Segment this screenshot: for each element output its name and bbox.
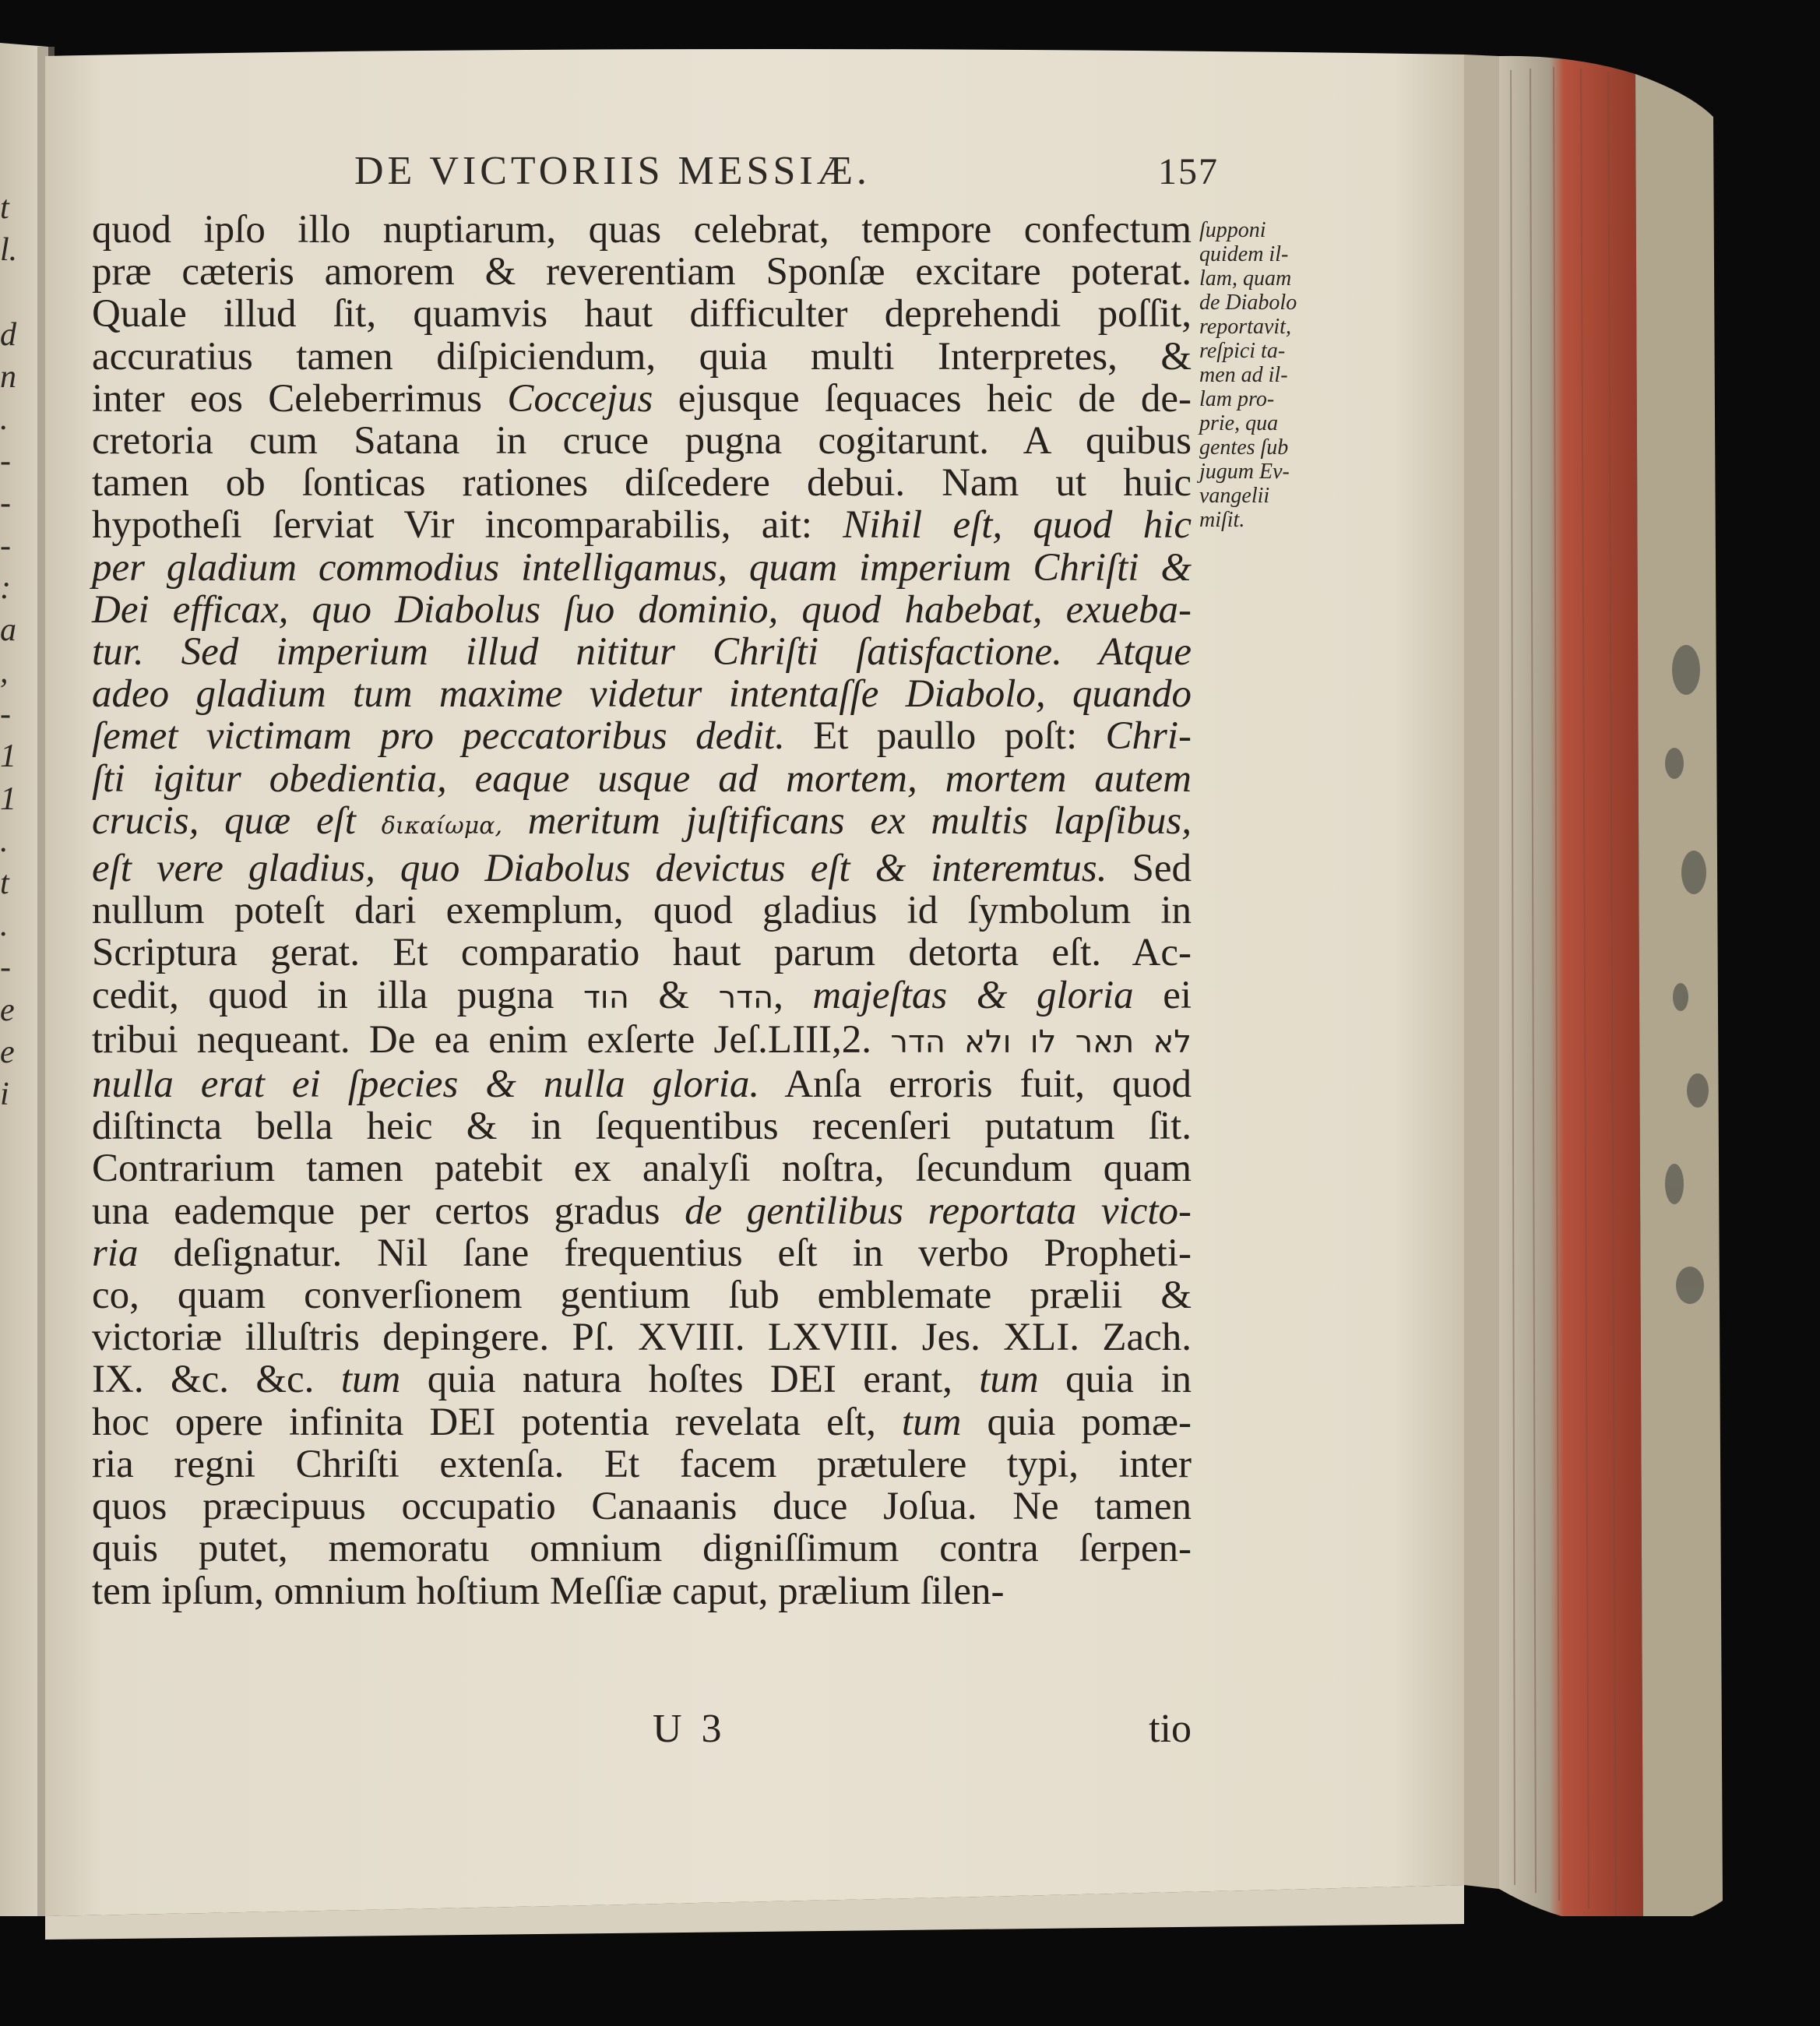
text-segment: nullum poteſt dari exemplum, quod gladius id ſymbolum in: [92, 889, 1192, 933]
marginal-note-line: men ad il-: [1199, 363, 1288, 387]
text-segment: quod ipſo illo nuptiarum, quas celebrat, tempore confectum: [92, 208, 1192, 252]
text-segment: ria regni Chriſti extenſa. Et facem prætulere typi, inter: [92, 1442, 1192, 1486]
left-page-fragment: a: [0, 611, 16, 648]
text-line: [92, 336, 1192, 378]
text-line: [92, 1316, 1192, 1358]
marginal-note-line: reſpici ta-: [1199, 339, 1286, 363]
text-segment: Anſa erroris fuit, quod: [759, 1062, 1192, 1107]
text-segment: adeo gladium tum maxime videtur intentaſſe Diabolo, quando: [92, 672, 1192, 717]
text-line: [92, 589, 1192, 631]
left-page-fragment: l.: [0, 232, 18, 269]
text-segment: Sed: [1107, 847, 1192, 891]
text-line: [92, 974, 1192, 1019]
marginal-note-line: jugum Ev-: [1199, 460, 1290, 484]
text-line: [92, 800, 1192, 847]
text-segment: eſt vere gladius, quo Diabolus devictus eſt & interemtus.: [92, 847, 1107, 891]
left-page-fragment: t: [0, 865, 9, 901]
text-segment: Scriptura gerat. Et comparatio haut parum detorta eſt. Ac-: [92, 931, 1192, 975]
text-line: [92, 251, 1192, 293]
marginal-note-line: quidem il-: [1199, 242, 1289, 266]
text-line: [92, 1190, 1192, 1232]
text-line: [92, 1485, 1192, 1527]
text-segment: quis putet, memoratu omnium digniſſimum contra ſerpen-: [92, 1527, 1192, 1571]
body-text: [92, 209, 1192, 1612]
left-page-fragment: -: [0, 485, 11, 522]
text-segment: tur. Sed imperium illud nititur Chriſti ſatisfactione. Atque: [92, 630, 1192, 675]
text-block-edge: [1499, 56, 1643, 1926]
left-page-fragment: :: [0, 569, 11, 606]
text-segment: ejusque ſequaces heic de de-: [653, 376, 1192, 421]
text-segment: Contrarium tamen patebit ex analyſi noſtra, ſecundum quam: [92, 1147, 1192, 1191]
text-segment: de gentilibus reportata victo-: [685, 1189, 1192, 1233]
text-segment: Et paullo poſt:: [784, 714, 1106, 759]
signature-mark: U 3: [653, 1707, 727, 1751]
text-segment: tem ipſum, omnium hoſtium Meſſiæ caput, prælium ſilen-: [92, 1569, 1005, 1613]
text-segment: tum: [979, 1358, 1039, 1402]
text-line: [92, 420, 1192, 462]
text-segment: majeſtas & gloria: [812, 973, 1134, 1017]
text-line: [92, 462, 1192, 504]
text-segment: co, quam converſionem gentium ſub emblemate prælii &: [92, 1274, 1192, 1318]
marginal-note-line: prie, qua: [1199, 411, 1279, 435]
greek-text: δικαίωμα,: [381, 812, 503, 840]
text-segment: tum: [901, 1400, 962, 1444]
left-page-fragment: -: [0, 527, 11, 564]
left-page-fragment: [0, 271, 23, 313]
hebrew-text: לא תאר לו ולא הדר: [890, 1024, 1192, 1060]
text-segment: tum: [340, 1358, 401, 1402]
marginal-note-line: miſit.: [1199, 508, 1245, 532]
text-segment: hypotheſi ſerviat Vir incomparabilis, ait:: [92, 503, 843, 548]
text-segment: Nihil eſt, quod hic: [843, 503, 1192, 548]
marginal-note-line: de Diabolo: [1199, 291, 1297, 315]
text-segment: quos præcipuus occupatio Canaanis duce Joſua. Ne tamen: [92, 1485, 1192, 1529]
text-line: [92, 1401, 1192, 1443]
marginal-note-line: lam pro-: [1199, 387, 1275, 411]
text-segment: una eademque per certos gradus: [92, 1189, 685, 1233]
text-line: [92, 1358, 1192, 1401]
text-segment: ,: [773, 973, 813, 1017]
text-line: [92, 209, 1192, 251]
text-line: [92, 847, 1192, 890]
left-page-fragment: e: [0, 992, 15, 1028]
text-line: [92, 715, 1192, 757]
text-segment: Quale illud ſit, quamvis haut difficulter deprehendi poſſit,: [92, 292, 1192, 336]
left-page-fragment: i: [0, 1076, 9, 1112]
text-line: [92, 1527, 1192, 1570]
left-page-fragments: [0, 187, 23, 1115]
left-page-fragment: e: [0, 1034, 15, 1070]
left-page-fragment: 1: [0, 780, 16, 817]
text-line: [92, 504, 1192, 546]
marginal-note-line: vangelii: [1199, 484, 1270, 508]
text-segment: Coccejus: [507, 376, 653, 421]
text-segment: quia in: [1038, 1358, 1192, 1402]
text-line: [92, 378, 1192, 420]
left-page-fragment: d: [0, 316, 16, 353]
text-segment: Dei efficax, quo Diabolus ſuo dominio, quod habebat, exueba-: [92, 587, 1192, 632]
text-line: [92, 1232, 1192, 1274]
hebrew-text: הוד: [583, 979, 629, 1016]
left-page-fragment: -: [0, 443, 11, 480]
text-line: [92, 1274, 1192, 1316]
marginal-note-line: reportavit,: [1199, 315, 1291, 339]
left-page-fragment: .: [0, 823, 9, 859]
marginal-note-line: lam, quam: [1199, 266, 1292, 291]
text-segment: meritum juſtificans ex multis lapſibus,: [502, 798, 1192, 843]
text-line: [92, 890, 1192, 932]
text-segment: ria: [92, 1231, 139, 1275]
text-line: [92, 758, 1192, 800]
text-line: [92, 1570, 1192, 1612]
text-line: [92, 673, 1192, 715]
page-number: 157: [1158, 151, 1219, 192]
running-head-title: DE VICTORIIS MESSIÆ.: [354, 149, 871, 193]
text-segment: cedit, quod in illa pugna: [92, 973, 583, 1017]
text-segment: tribui nequeant. De ea enim exſerte Jeſ.LIII,2.: [92, 1017, 891, 1062]
text-line: [92, 293, 1192, 335]
text-segment: diſtincta bella heic & in ſequentibus recenſeri putatum ſit.: [92, 1105, 1192, 1149]
text-segment: hoc opere infinita DEI potentia revelata eſt,: [92, 1400, 902, 1444]
text-segment: per gladium commodius intelligamus, quam imperium Chriſti &: [92, 545, 1192, 590]
page-stack-edge: [1464, 55, 1499, 1889]
text-line: [92, 1147, 1192, 1189]
hebrew-text: הדר: [718, 979, 774, 1016]
text-segment: ei: [1133, 973, 1192, 1017]
text-segment: nulla erat ei ſpecies & nulla gloria.: [92, 1062, 760, 1107]
left-page-fragment: -: [0, 950, 11, 986]
text-line: [92, 631, 1192, 673]
text-segment: inter eos Celeberrimus: [92, 376, 508, 421]
text-segment: ſti igitur obedientia, eaque usque ad mortem, mortem autem: [92, 756, 1192, 801]
left-page-fragment: 1: [0, 738, 16, 775]
text-segment: tamen ob ſonticas rationes diſcedere debui. Nam ut huic: [92, 461, 1192, 506]
left-page-fragment: -: [0, 696, 11, 733]
text-segment: accuratius tamen diſpiciendum, quia multi Interpretes, &: [92, 334, 1192, 379]
text-line: [92, 1063, 1192, 1105]
text-line: [92, 1019, 1192, 1063]
text-line: [92, 932, 1192, 974]
text-segment: præ cæteris amorem & reverentiam Sponſæ excitare poterat.: [92, 250, 1192, 294]
text-segment: cretoria cum Satana in cruce pugna cogitarunt. A quibus: [92, 419, 1192, 463]
running-head: [354, 148, 1219, 194]
left-page-fragment: t: [0, 190, 9, 226]
text-segment: deſignatur. Nil ſane frequentius eſt in verbo Propheti-: [138, 1231, 1192, 1275]
left-page-fragment: ,: [0, 654, 9, 691]
text-segment: &: [628, 973, 719, 1017]
text-segment: Chri-: [1105, 714, 1192, 759]
marginal-note-line: ſupponi: [1199, 218, 1266, 242]
left-page-fragment: .: [0, 907, 9, 944]
marginal-note-line: gentes ſub: [1199, 435, 1289, 460]
text-segment: ſemet victimam pro peccatoribus dedit.: [92, 714, 785, 759]
text-line: [92, 1105, 1192, 1147]
text-segment: quia natura hoſtes DEI erant,: [400, 1358, 980, 1402]
catchword: tio: [1149, 1707, 1192, 1751]
text-segment: crucis, quæ eſt: [92, 798, 382, 843]
left-page-fragment: n: [0, 358, 16, 395]
text-line: [92, 1443, 1192, 1485]
text-segment: IX. &c. &c.: [92, 1358, 341, 1402]
text-segment: victoriæ illuſtris depingere. Pſ. XVIII. LXVIII. Jes. XLI. Zach.: [92, 1316, 1192, 1360]
marginal-note: [1199, 218, 1297, 532]
text-line: [92, 547, 1192, 589]
text-segment: quia pomæ-: [961, 1400, 1192, 1444]
left-page-fragment: .: [0, 400, 9, 437]
